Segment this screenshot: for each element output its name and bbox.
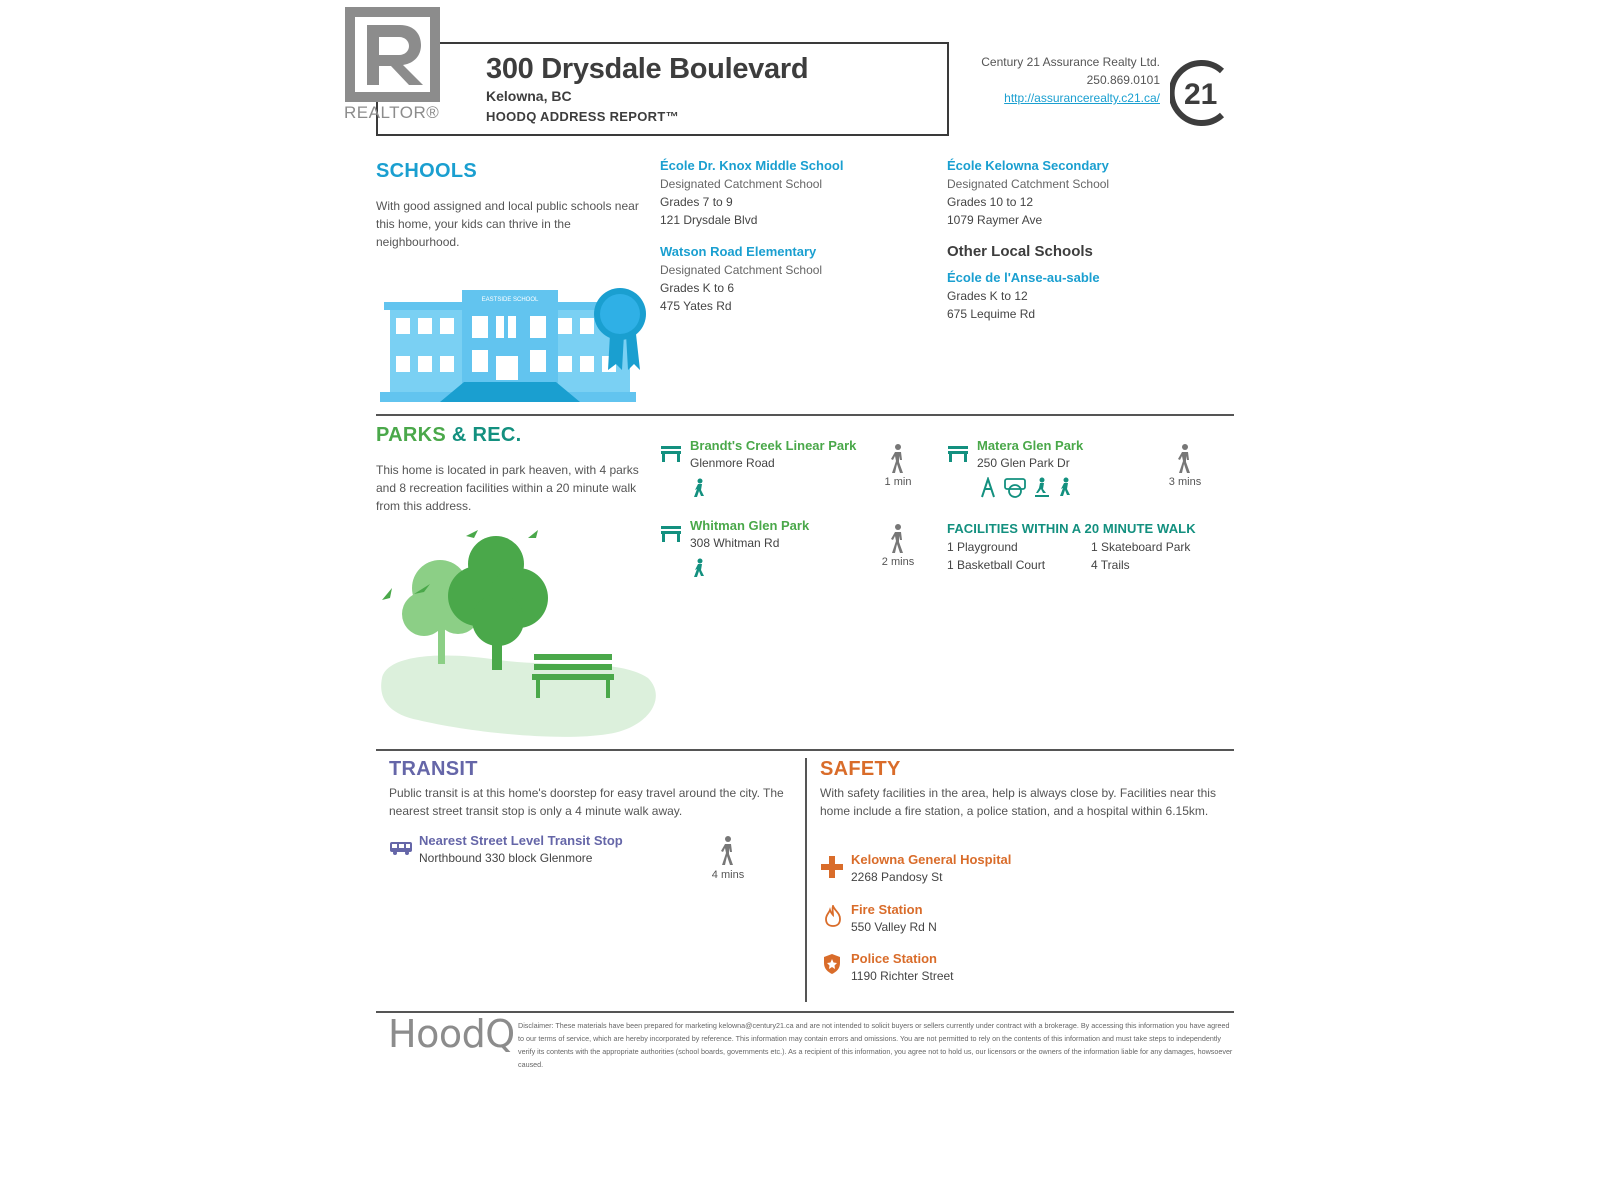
park-bench-icon bbox=[660, 444, 682, 462]
agency-url-link[interactable]: http://assurancerealty.c21.ca/ bbox=[1004, 91, 1160, 105]
skateboard-icon bbox=[1035, 478, 1049, 498]
transit-stop-card bbox=[419, 833, 623, 867]
park-address: 250 Glen Park Dr bbox=[977, 456, 1070, 470]
fire-icon bbox=[825, 905, 841, 927]
trail-icon bbox=[692, 558, 706, 578]
police-shield-icon bbox=[823, 953, 841, 975]
parks-heading-a: PARKS bbox=[376, 424, 447, 446]
school-address: 475 Yates Rd bbox=[660, 299, 732, 313]
realtor-logo-text: REALTOR® bbox=[344, 103, 440, 122]
facility-item: 4 Trails bbox=[1091, 558, 1130, 572]
basketball-icon bbox=[1005, 479, 1025, 497]
school-card-anse-au-sable bbox=[947, 270, 1100, 323]
hospital-cross-icon bbox=[821, 856, 843, 878]
walking-person-icon bbox=[888, 524, 908, 554]
safety-address: 1190 Richter Street bbox=[851, 969, 954, 983]
school-grades: Grades K to 12 bbox=[947, 289, 1028, 303]
park-name[interactable]: Matera Glen Park bbox=[977, 438, 1084, 453]
transit-heading: TRANSIT bbox=[389, 758, 478, 780]
school-grades: Grades 10 to 12 bbox=[947, 195, 1034, 209]
park-address: 308 Whitman Rd bbox=[690, 536, 780, 550]
agency-phone: 250.869.0101 bbox=[1086, 73, 1160, 87]
walking-person-icon bbox=[1175, 444, 1195, 474]
safety-card-hospital bbox=[851, 852, 1011, 886]
school-address: 675 Lequime Rd bbox=[947, 307, 1036, 321]
school-card-kelowna-secondary bbox=[947, 158, 1109, 229]
park-bench-icon bbox=[660, 524, 682, 542]
safety-card-police bbox=[851, 951, 954, 985]
agency-name: Century 21 Assurance Realty Ltd. bbox=[981, 55, 1160, 69]
walking-person-icon bbox=[888, 444, 908, 474]
school-name[interactable]: École Dr. Knox Middle School bbox=[660, 158, 844, 173]
park-facility-icons bbox=[978, 477, 1090, 499]
park-card-brandts-creek bbox=[690, 438, 856, 472]
school-name[interactable]: École de l'Anse-au-sable bbox=[947, 270, 1100, 285]
school-sign-text: EASTSIDE SCHOOL bbox=[481, 297, 539, 303]
bus-icon bbox=[389, 840, 413, 856]
safety-address: 2268 Pandosy St bbox=[851, 870, 943, 884]
park-card-whitman-glen bbox=[690, 518, 809, 552]
transit-description: Public transit is at this home's doorstep for easy travel around the city. The nearest street transit stop is only a 4 minute walk away. bbox=[389, 786, 784, 818]
school-address: 1079 Raymer Ave bbox=[947, 213, 1043, 227]
school-building-illustration bbox=[380, 280, 652, 412]
parks-heading bbox=[376, 424, 521, 447]
park-name[interactable]: Brandt's Creek Linear Park bbox=[690, 438, 857, 453]
park-card-matera-glen bbox=[977, 438, 1083, 472]
park-bench-icon bbox=[947, 444, 969, 462]
report-label: HOODQ ADDRESS REPORT™ bbox=[486, 109, 679, 124]
park-address: Glenmore Road bbox=[690, 456, 775, 470]
facility-item: 1 Playground bbox=[947, 540, 1018, 554]
trail-icon bbox=[692, 478, 706, 498]
other-schools-heading: Other Local Schools bbox=[947, 243, 1093, 260]
school-type: Designated Catchment School bbox=[660, 263, 823, 277]
walk-time: 4 mins bbox=[711, 869, 745, 881]
schools-description: With good assigned and local public schools near this home, your kids can thrive in the neighbourhood. bbox=[376, 199, 639, 249]
transit-stop-label[interactable]: Nearest Street Level Transit Stop bbox=[419, 833, 623, 848]
safety-heading: SAFETY bbox=[820, 758, 901, 780]
school-card-knox bbox=[660, 158, 843, 229]
safety-description: With safety facilities in the area, help is always close by. Facilities near this home include a fire station, a police station, and a hospital within 6.15km. bbox=[820, 786, 1216, 818]
facilities-heading: FACILITIES WITHIN A 20 MINUTE WALK bbox=[947, 521, 1196, 536]
school-grades: Grades 7 to 9 bbox=[660, 195, 733, 209]
safety-name[interactable]: Police Station bbox=[851, 951, 937, 966]
school-name[interactable]: Watson Road Elementary bbox=[660, 244, 817, 259]
walk-time: 3 mins bbox=[1168, 476, 1202, 488]
school-name[interactable]: École Kelowna Secondary bbox=[947, 158, 1109, 173]
school-address: 121 Drysdale Blvd bbox=[660, 213, 758, 227]
facility-item: 1 Skateboard Park bbox=[1091, 540, 1191, 554]
safety-card-fire bbox=[851, 902, 937, 936]
safety-name[interactable]: Kelowna General Hospital bbox=[851, 852, 1012, 867]
address-city: Kelowna, BC bbox=[486, 88, 572, 104]
agency-info bbox=[981, 53, 1160, 107]
section-divider bbox=[376, 414, 1234, 416]
walk-time: 2 mins bbox=[881, 556, 915, 568]
parks-heading-b: & REC. bbox=[451, 424, 522, 446]
playground-icon bbox=[982, 479, 994, 497]
column-divider bbox=[805, 758, 807, 1002]
century21-logo bbox=[1170, 57, 1226, 129]
park-illustration bbox=[378, 528, 660, 744]
safety-address: 550 Valley Rd N bbox=[851, 920, 937, 934]
school-type: Designated Catchment School bbox=[947, 177, 1110, 191]
parks-description: This home is located in park heaven, with 4 parks and 8 recreation facilities within a 20 minute walk from this address. bbox=[376, 463, 639, 513]
transit-stop-name: Northbound 330 block Glenmore bbox=[419, 851, 593, 865]
trail-icon bbox=[1060, 478, 1070, 497]
school-card-watson bbox=[660, 244, 822, 315]
c21-logo-text: 21 bbox=[1184, 78, 1218, 111]
school-grades: Grades K to 6 bbox=[660, 281, 735, 295]
walking-person-icon bbox=[718, 836, 738, 866]
facility-item: 1 Basketball Court bbox=[947, 558, 1046, 572]
walk-time: 1 min bbox=[884, 476, 912, 488]
address-title: 300 Drysdale Boulevard bbox=[486, 53, 809, 85]
schools-heading: SCHOOLS bbox=[376, 160, 477, 182]
section-divider bbox=[376, 749, 1234, 751]
hoodq-logo: HoodQ bbox=[388, 1012, 515, 1056]
school-type: Designated Catchment School bbox=[660, 177, 823, 191]
disclaimer-text: Disclaimer: These materials have been prepared for marketing kelowna@century21.ca and are not intended to solicit buyers or sellers currently under contract with a brokerage. By accessing this information you have agreed to our terms of service, which are hereby incorporated by reference. This information may contain errors and omissions. You are not permitted to rely on the contents of this information and must take steps to independently verify its contents with the appropriate authorities (school boards, governments etc.). As a recipient of this information, you agree not to hold us, our licensors or the owners of the information liable for any damages, howsoever caused. bbox=[518, 1021, 1233, 1069]
safety-name[interactable]: Fire Station bbox=[851, 902, 923, 917]
park-name[interactable]: Whitman Glen Park bbox=[690, 518, 810, 533]
